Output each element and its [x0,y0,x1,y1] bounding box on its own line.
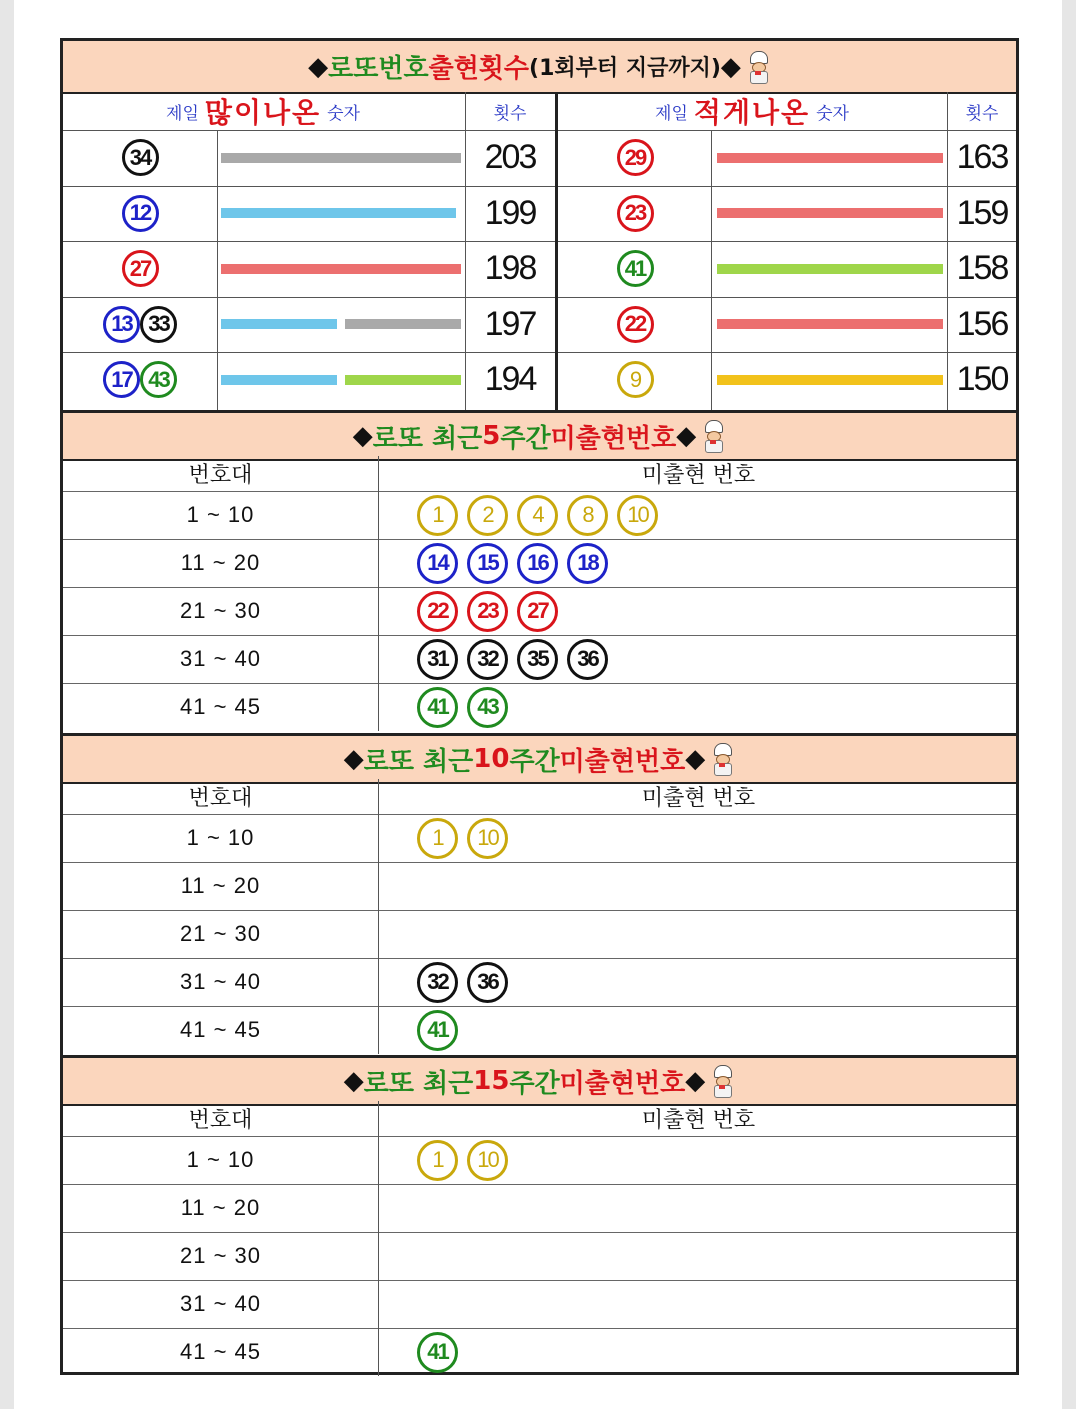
most-count: 197 [484,304,536,343]
least-count: 150 [956,360,1008,399]
lotto-ball: 9 [617,361,654,398]
least-header [559,92,945,130]
lotto-ball: 27 [517,591,558,632]
column-divider [378,1136,379,1184]
lotto-ball: 34 [122,139,159,176]
column-header-numbers: 미출현 번호 [641,1108,756,1133]
column-header-row [63,456,1016,492]
diamond-icon: ◆ [343,744,364,774]
lotto-ball: 22 [417,591,458,632]
lotto-ball: 1 [417,495,458,536]
table-row [63,635,1016,684]
number-range-label: 31 ~ 40 [179,646,261,671]
lotto-ball: 2 [467,495,508,536]
most-count: 199 [484,193,536,232]
chef-icon [709,743,735,775]
row-divider [63,297,1016,298]
section-header [63,410,1016,461]
column-divider [378,683,379,731]
column-divider [378,491,379,539]
most-header-post: 숫자 [327,103,360,124]
frequency-title-sub: (1회부터 지금까지) [529,56,721,81]
least-count: 163 [956,138,1008,177]
row-divider [63,352,1016,353]
least-header-post: 숫자 [816,103,849,124]
number-range-label: 21 ~ 30 [179,598,261,623]
number-range-label: 21 ~ 30 [179,921,261,946]
most-frequency-bar [221,264,461,274]
table-row [63,814,1016,863]
unseen-numbers [381,1184,1016,1232]
table-row [63,1232,1016,1281]
row-divider [63,241,1016,242]
number-range-label: 41 ~ 45 [179,1339,261,1364]
section-weeks-number: 5 [482,421,501,451]
section-title-red: 미출현번호 [559,1068,686,1099]
chef-icon [745,51,771,83]
lotto-ball: 32 [467,639,508,680]
lotto-ball: 18 [567,543,608,584]
column-header-range: 번호대 [188,463,253,488]
lotto-ball: 33 [140,306,177,343]
column-header-range: 번호대 [188,1108,253,1133]
lotto-ball: 41 [617,250,654,287]
lotto-ball: 8 [567,495,608,536]
column-divider [378,635,379,683]
number-range-label: 41 ~ 45 [179,694,261,719]
section-weeks-number: 15 [473,1066,510,1096]
least-frequency-bar [717,153,943,163]
lotto-ball: 14 [417,543,458,584]
column-divider [378,1328,379,1376]
number-range-label: 1 ~ 10 [186,502,255,527]
section-title-part: 주간 [509,746,560,777]
most-frequency-bar [221,319,337,329]
lotto-ball: 43 [140,361,177,398]
column-header-numbers: 미출현 번호 [641,786,756,811]
lotto-statistics-sheet [60,38,1019,1375]
section-title-part: 주간 [500,423,551,454]
table-row [63,491,1016,540]
frequency-table [63,92,1016,410]
number-range-label: 1 ~ 10 [186,1147,255,1172]
lotto-ball: 10 [617,495,658,536]
column-divider [378,862,379,910]
lotto-ball: 4 [517,495,558,536]
unseen-numbers [381,1006,1016,1054]
diamond-icon: ◆ [685,1066,706,1096]
most-header [63,92,463,130]
number-range-label: 11 ~ 20 [180,873,261,898]
column-divider [378,1006,379,1054]
lotto-ball: 41 [417,1010,458,1051]
row-divider [63,130,1016,131]
chef-icon [700,420,726,452]
column-divider [378,814,379,862]
row-divider [63,186,1016,187]
table-row [63,539,1016,588]
lotto-ball: 32 [417,962,458,1003]
least-frequency-bar [717,319,943,329]
lotto-ball: 10 [467,1140,508,1181]
least-balls [559,297,711,353]
column-divider [378,958,379,1006]
least-frequency-bar [717,264,943,274]
least-count: 159 [956,193,1008,232]
number-range-label: 11 ~ 20 [180,550,261,575]
column-header-range: 번호대 [188,786,253,811]
diamond-icon: ◆ [308,51,329,82]
column-divider [378,910,379,958]
column-divider [378,456,379,491]
table-row [63,587,1016,636]
section-title-part: 로또 최근 [372,423,483,454]
divider [947,92,948,410]
most-frequency-bar [345,319,461,329]
unseen-numbers [381,1280,1016,1328]
most-header-big: 많이나온 [204,96,322,129]
divider [711,130,712,410]
lotto-ball: 36 [567,639,608,680]
column-header-numbers: 미출현 번호 [641,463,756,488]
section-title-part: 로또 최근 [363,1068,474,1099]
most-header-pre: 제일 [166,103,199,124]
section-title-part: 주간 [509,1068,560,1099]
lotto-ball: 13 [103,306,140,343]
unseen-numbers [381,635,1016,683]
column-divider [378,539,379,587]
frequency-header [63,41,1016,94]
number-range-label: 21 ~ 30 [179,1243,261,1268]
lotto-ball: 22 [617,306,654,343]
least-balls [559,241,711,297]
diamond-icon: ◆ [352,421,373,451]
lotto-ball: 15 [467,543,508,584]
least-balls [559,130,711,186]
diamond-icon: ◆ [685,744,706,774]
column-divider [378,1280,379,1328]
least-frequency-bar [717,208,943,218]
unseen-numbers [381,1232,1016,1280]
most-frequency-bar [345,375,461,385]
least-count: 156 [956,304,1008,343]
column-divider [378,1184,379,1232]
table-row [63,1006,1016,1054]
number-range-label: 1 ~ 10 [186,825,255,850]
least-balls [559,186,711,242]
section-title-red: 미출현번호 [550,423,677,454]
chef-icon [709,1065,735,1097]
unseen-numbers [381,814,1016,862]
number-range-label: 41 ~ 45 [179,1017,261,1042]
most-balls [63,130,217,186]
section-header [63,733,1016,784]
number-range-label: 11 ~ 20 [180,1195,261,1220]
unseen-numbers [381,910,1016,958]
section-title-part: 로또 최근 [363,746,474,777]
diamond-icon: ◆ [720,51,741,82]
most-frequency-bar [221,153,461,163]
least-header-pre: 제일 [655,103,688,124]
column-divider [378,779,379,814]
lotto-ball: 29 [617,139,654,176]
lotto-ball: 17 [103,361,140,398]
lotto-ball: 12 [122,195,159,232]
lotto-ball: 16 [517,543,558,584]
least-header-big: 적게나온 [693,96,811,129]
unseen-numbers [381,1328,1016,1376]
divider [465,92,466,410]
lotto-ball: 23 [617,195,654,232]
unseen-numbers [381,683,1016,731]
unseen-numbers [381,539,1016,587]
column-header-row [63,779,1016,815]
lotto-ball: 10 [467,818,508,859]
column-divider [378,587,379,635]
lotto-ball: 31 [417,639,458,680]
most-count: 194 [484,360,536,399]
most-frequency-bar [221,375,337,385]
most-balls [63,297,217,353]
number-range-label: 31 ~ 40 [179,1291,261,1316]
least-balls [559,352,711,408]
least-count-header: 횟수 [965,103,999,124]
least-frequency-bar [717,375,943,385]
lotto-ball: 23 [467,591,508,632]
unseen-numbers [381,862,1016,910]
diamond-icon: ◆ [343,1066,364,1096]
section-weeks-number: 10 [473,744,510,774]
most-count: 203 [484,138,536,177]
lotto-ball: 1 [417,1140,458,1181]
number-range-label: 31 ~ 40 [179,969,261,994]
section-header [63,1055,1016,1106]
table-row [63,862,1016,911]
unseen-numbers [381,958,1016,1006]
table-row [63,1136,1016,1185]
frequency-title-main: 로또번호 [328,54,429,84]
most-count-header: 횟수 [493,103,527,124]
table-row [63,683,1016,731]
lotto-ball: 1 [417,818,458,859]
divider [555,92,558,410]
lotto-ball: 35 [517,639,558,680]
table-row [63,1184,1016,1233]
frequency-title-red: 출현횟수 [428,54,530,84]
most-balls [63,352,217,408]
unseen-numbers [381,587,1016,635]
lotto-ball: 41 [417,687,458,728]
lotto-ball: 36 [467,962,508,1003]
column-divider [378,1232,379,1280]
least-count: 158 [956,249,1008,288]
most-frequency-bar [221,208,456,218]
unseen-numbers [381,491,1016,539]
most-balls [63,241,217,297]
column-header-row [63,1101,1016,1137]
lotto-ball: 41 [417,1332,458,1373]
table-row [63,910,1016,959]
section-title-red: 미출현번호 [559,746,686,777]
column-divider [378,1101,379,1136]
lotto-ball: 27 [122,250,159,287]
unseen-numbers [381,1136,1016,1184]
table-row [63,1328,1016,1376]
divider [217,130,218,410]
lotto-ball: 43 [467,687,508,728]
diamond-icon: ◆ [676,421,697,451]
table-row [63,1280,1016,1329]
table-row [63,958,1016,1007]
most-count: 198 [484,249,536,288]
most-balls [63,186,217,242]
